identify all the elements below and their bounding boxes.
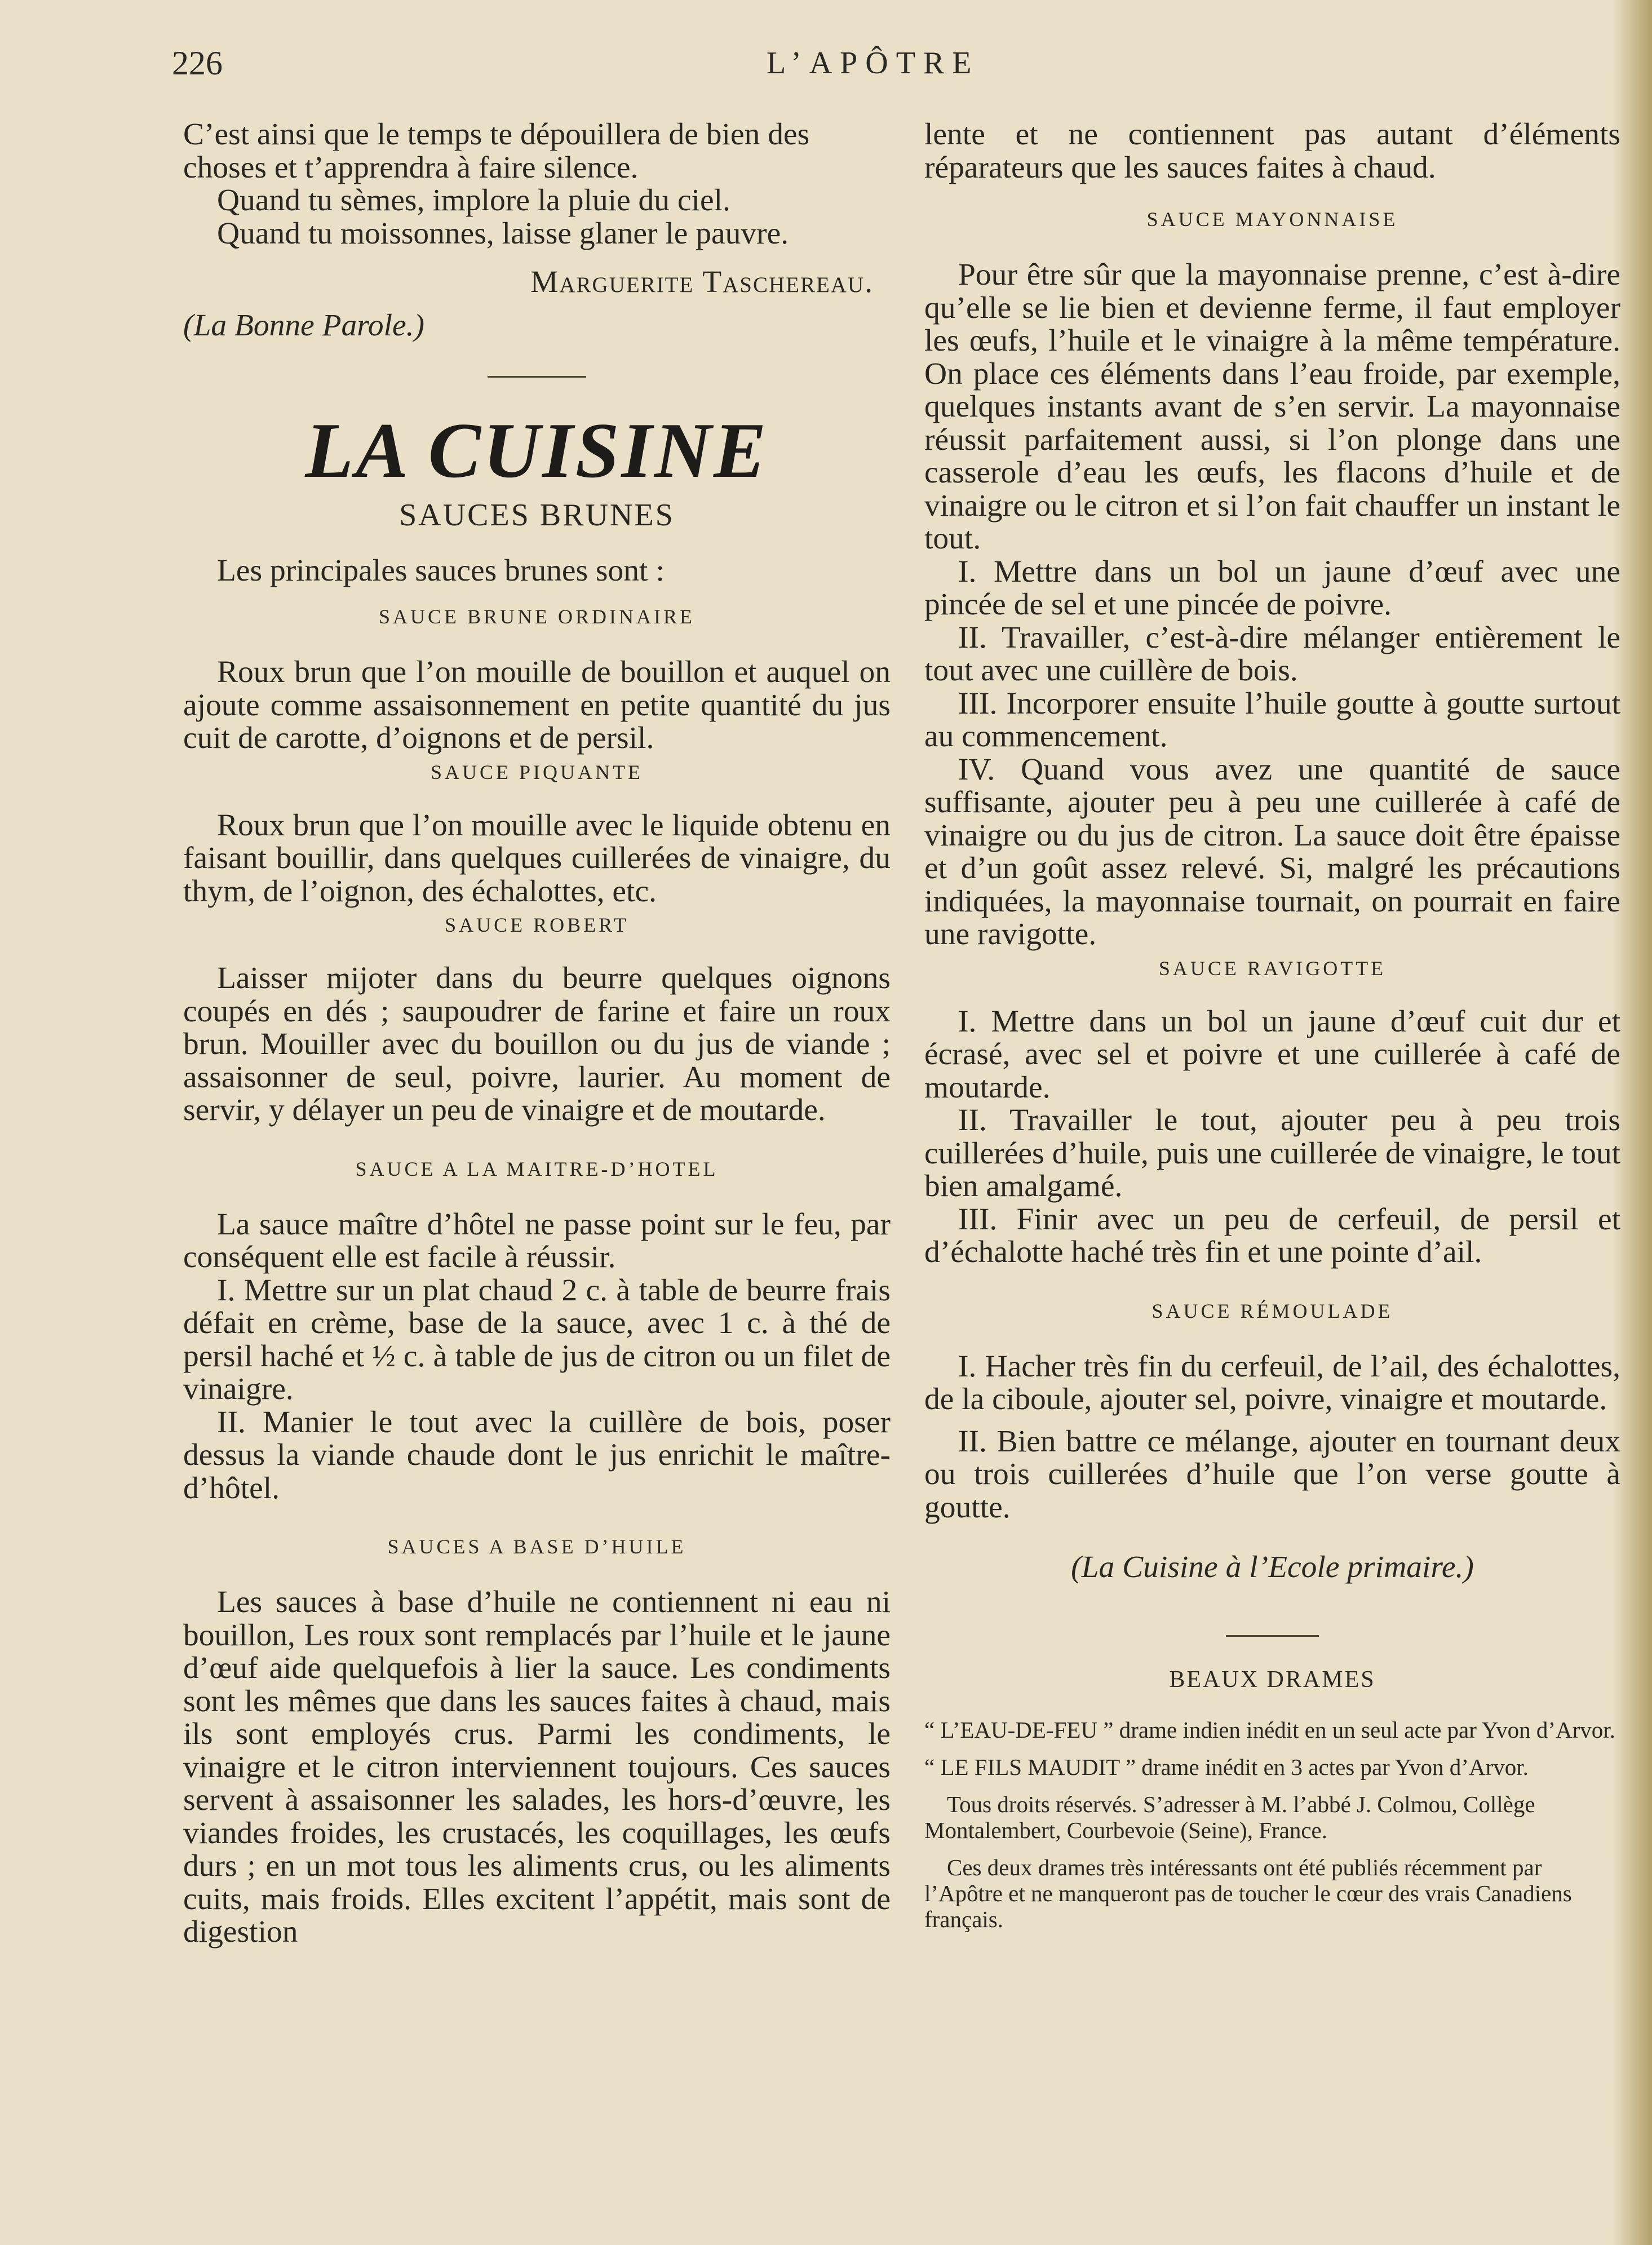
journal-title: L’APÔTRE	[767, 46, 980, 81]
poem	[183, 118, 891, 250]
paragraph: II. Travailler le tout, ajouter peu à peu trois cuillerées d’huile, puis une cuillerée de vinaigre, le tout bien amalgamé.	[924, 1103, 1620, 1203]
section-heading: SAUCES A BASE D’HUILE	[387, 1535, 687, 1558]
paragraph: I. Mettre dans un bol un jaune d’œuf avec une pincée de sel et une pincée de poivre.	[924, 554, 1620, 622]
paragraph: Roux brun que l’on mouille avec le liquide obtenu en faisant bouillir, dans quelques cuillerées de vinaigre, du thym, de l’oignon, des échalottes, etc.	[183, 808, 891, 909]
poem-line: Quand tu sèmes, implore la pluie du ciel.	[217, 183, 730, 218]
left-column	[183, 118, 891, 1949]
paragraph: La sauce maître d’hôtel ne passe point sur le feu, par conséquent elle est facile à réussir.	[183, 1207, 891, 1274]
paragraph: IV. Quand vous avez une quantité de sauce suffisante, ajouter peu à peu une cuillerée à café de vinaigre ou du jus de citron. La sauce doit être épaisse et d’un goût assez relevé. Si, malgré les précautions indiquées, la mayonnaise tournait, on pourrait en faire une ravigotte.	[924, 752, 1620, 951]
drame-item: “ L’EAU-DE-FEU ” drame indien inédit en un seul acte par Yvon d’Arvor.	[924, 1716, 1615, 1743]
paragraph: Les sauces à base d’huile ne contiennent ni eau ni bouillon, Les roux sont remplacés par l’huile et le jaune d’œuf aide quelquefois à lier la sauce. Les condiments sont les mêmes que dans les sauces faites à chaud, mais ils sont employés crus. Parmi les condiments, le vinaigre et le citron interviennent toujours. Ces sauces servent à assaisonner les salades, les hors-d’œuvre, les viandes froides, les crustacés, les coquillages, les œufs durs ; en un mot tous les aliments crus, ou les aliments cuits, mais froids. Elles excitent l’appétit, mais sont de digestion	[183, 1585, 891, 1949]
section-heading: SAUCE RAVIGOTTE	[1158, 957, 1387, 980]
drames-title: BEAUX DRAMES	[1169, 1666, 1376, 1693]
section-heading: SAUCE BRUNE ORDINAIRE	[378, 605, 695, 628]
cuisine-subtitle: SAUCES BRUNES	[399, 498, 675, 533]
drames-note: Ces deux drames très intéressants ont été publiés récemment par l’Apôtre et ne manqueront pas de toucher le cœur des vrais Canadiens français.	[924, 1854, 1572, 1932]
paragraph: II. Travailler, c’est-à-dire mélanger entièrement le tout avec une cuillère de bois.	[924, 620, 1620, 688]
cuisine-intro: Les principales sauces brunes sont :	[217, 553, 665, 588]
cuisine-title: LA CUISINE	[305, 407, 769, 494]
section-divider	[488, 376, 586, 378]
poem-source: (La Bonne Parole.)	[183, 308, 424, 343]
paragraph: II. Manier le tout avec la cuillère de bois, poser dessus la viande chaude dont le jus enrichit le maître-d’hôtel.	[183, 1405, 891, 1505]
section-heading: SAUCE PIQUANTE	[430, 760, 643, 783]
section-heading: SAUCE RÉMOULADE	[1151, 1299, 1393, 1322]
paragraph: I. Mettre dans un bol un jaune d’œuf cuit dur et écrasé, avec sel et poivre et une cuillerée à café de moutarde.	[924, 1004, 1620, 1105]
section-heading: SAUCE A LA MAITRE-D’HOTEL	[355, 1157, 719, 1180]
paragraph: Roux brun que l’on mouille de bouillon et auquel on ajoute comme assaisonnement en petite quantité du jus cuit de carotte, d’oignons et de persil.	[183, 655, 891, 755]
paragraph: I. Hacher très fin du cerfeuil, de l’ail, des échalottes, de la ciboule, ajouter sel, poivre, vinaigre et moutarde.	[924, 1349, 1620, 1416]
paragraph: III. Finir avec un peu de cerfeuil, de persil et d’échalotte haché très fin et une pointe d’ail.	[924, 1202, 1620, 1269]
poem-line: Quand tu moissonnes, laisse glaner le pauvre.	[217, 216, 789, 251]
paragraph: Pour être sûr que la mayonnaise prenne, c’est à-dire qu’elle se lie bien et devienne ferme, il faut employer les œufs, l’huile et le vinaigre à la même température. On place ces éléments dans l’eau froide, par exemple, quelques instants avant de s’en servir. La mayonnaise réussit parfaitement aussi, si l’on plonge dans une casserole d’eau les œufs, les flacons d’huile et de vinaigre ou le citron et si l’on fait chauffer un instant le tout.	[924, 258, 1620, 556]
poem-line: C’est ainsi que le temps te dépouillera de bien des choses et t’apprendra à faire silence.	[183, 117, 810, 185]
paragraph-continuation: lente et ne contiennent pas autant d’éléments réparateurs que les sauces faites à chaud.	[924, 117, 1620, 185]
section-heading: SAUCE MAYONNAISE	[1146, 208, 1398, 231]
paragraph: II. Bien battre ce mélange, ajouter en tournant deux ou trois cuillerées d’huile que l’on verse goutte à goutte.	[924, 1424, 1620, 1525]
poem-author: Marguerite Taschereau.	[530, 265, 874, 299]
cuisine-source: (La Cuisine à l’Ecole primaire.)	[1071, 1550, 1474, 1584]
right-column	[924, 118, 1620, 1943]
paragraph: Laisser mijoter dans du beurre quelques oignons coupés en dés ; saupoudrer de farine et faire un roux brun. Mouiller avec du bouillon ou du jus de viande ; assaisonner de seul, poivre, laurier. Au moment de servir, y délayer un peu de vinaigre et de moutarde.	[183, 961, 891, 1127]
section-heading: SAUCE ROBERT	[445, 914, 629, 936]
paragraph: III. Incorporer ensuite l’huile goutte à goutte surtout au commencement.	[924, 686, 1620, 754]
drame-item: “ LE FILS MAUDIT ” drame inédit en 3 actes par Yvon d’Arvor.	[924, 1754, 1529, 1780]
section-divider	[1226, 1635, 1319, 1637]
page-number: 226	[172, 45, 223, 82]
paragraph: I. Mettre sur un plat chaud 2 c. à table de beurre frais défait en crème, base de la sauce, avec 1 c. à thé de persil haché et ½ c. à table de jus de citron ou un filet de vinaigre.	[183, 1273, 891, 1406]
drames-rights: Tous droits réservés. S’adresser à M. l’abbé J. Colmou, Collège Montalembert, Courbevoie (Seine), France.	[924, 1791, 1535, 1843]
